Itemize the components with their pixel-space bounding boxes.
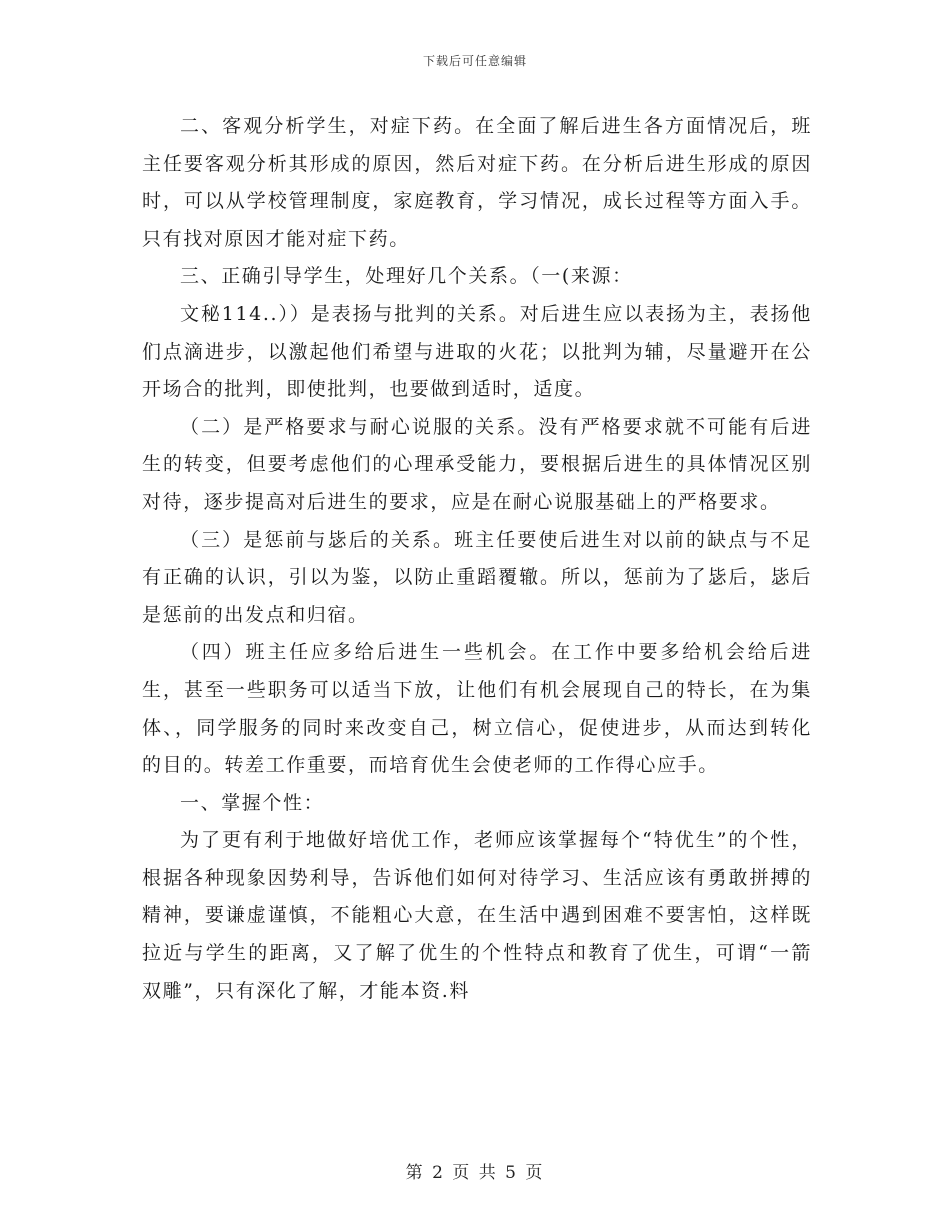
paragraph-analyze-students: 二、客观分析学生，对症下药。在全面了解后进生各方面情况后，班主任要客观分析其形成的原因，然后对症下药。在分析后进生形成的原因时，可以从学校管理制度，家庭教育，学习情况，成长过程等方面入手。只有找对原因才能对症下药。 [142, 115, 812, 250]
page-number: 第 2 页 共 5 页 [405, 1163, 545, 1183]
paragraph-praise-criticism: 文秘114..））是表扬与批判的关系。对后进生应以表扬为主，表扬他们点滴进步，以激起他们希望与进取的火花；以批判为辅，尽量避开在公开场合的批判，即使批判，也要做到适时，适度。 [142, 302, 812, 401]
paragraph-master-personality-heading: 一、掌握个性： [180, 791, 325, 814]
paragraph-master-personality: 为了更有利于地做好培优工作，老师应该掌握每个“特优生”的个性，根据各种现象因势利导，告诉他们如何对待学习、生活应该有勇敢拼搏的精神，要谦虚谨慎，不能粗心大意，在生活中遇到困难不要害怕，这样既拉近与学生的距离，又了解了优生的个性特点和教育了优生，可谓“一箭双雕”，只有深化了解，才能本资.料 [142, 829, 812, 1002]
paragraph-punish-prevent: （三）是惩前与毖后的关系。班主任要使后进生对以前的缺点与不足有正确的认识，引以为鉴，以防止重蹈覆辙。所以，惩前为了毖后，毖后是惩前的出发点和归宿。 [142, 528, 812, 626]
paragraph-more-opportunities: （四）班主任应多给后进生一些机会。在工作中要多给机会给后进生，甚至一些职务可以适当下放，让他们有机会展现自己的特长，在为集体、，同学服务的同时来改变自己，树立信心，促使进步，从而达到转化的目的。转差工作重要，而培育优生会使老师的工作得心应手。 [142, 641, 812, 777]
page-header: 下载后可任意编辑 [422, 54, 527, 68]
paragraph-guide-students-heading: 三、正确引导学生，处理好几个关系。（一(来源： [180, 265, 633, 288]
paragraph-strict-patient: （二）是严格要求与耐心说服的关系。没有严格要求就不可能有后进生的转变，但要考虑他们的心理承受能力，要根据后进生的具体情况区别对待，逐步提高对后进生的要求，应是在耐心说服基础上的严格要求。 [142, 415, 812, 513]
document-body [142, 108, 812, 1010]
